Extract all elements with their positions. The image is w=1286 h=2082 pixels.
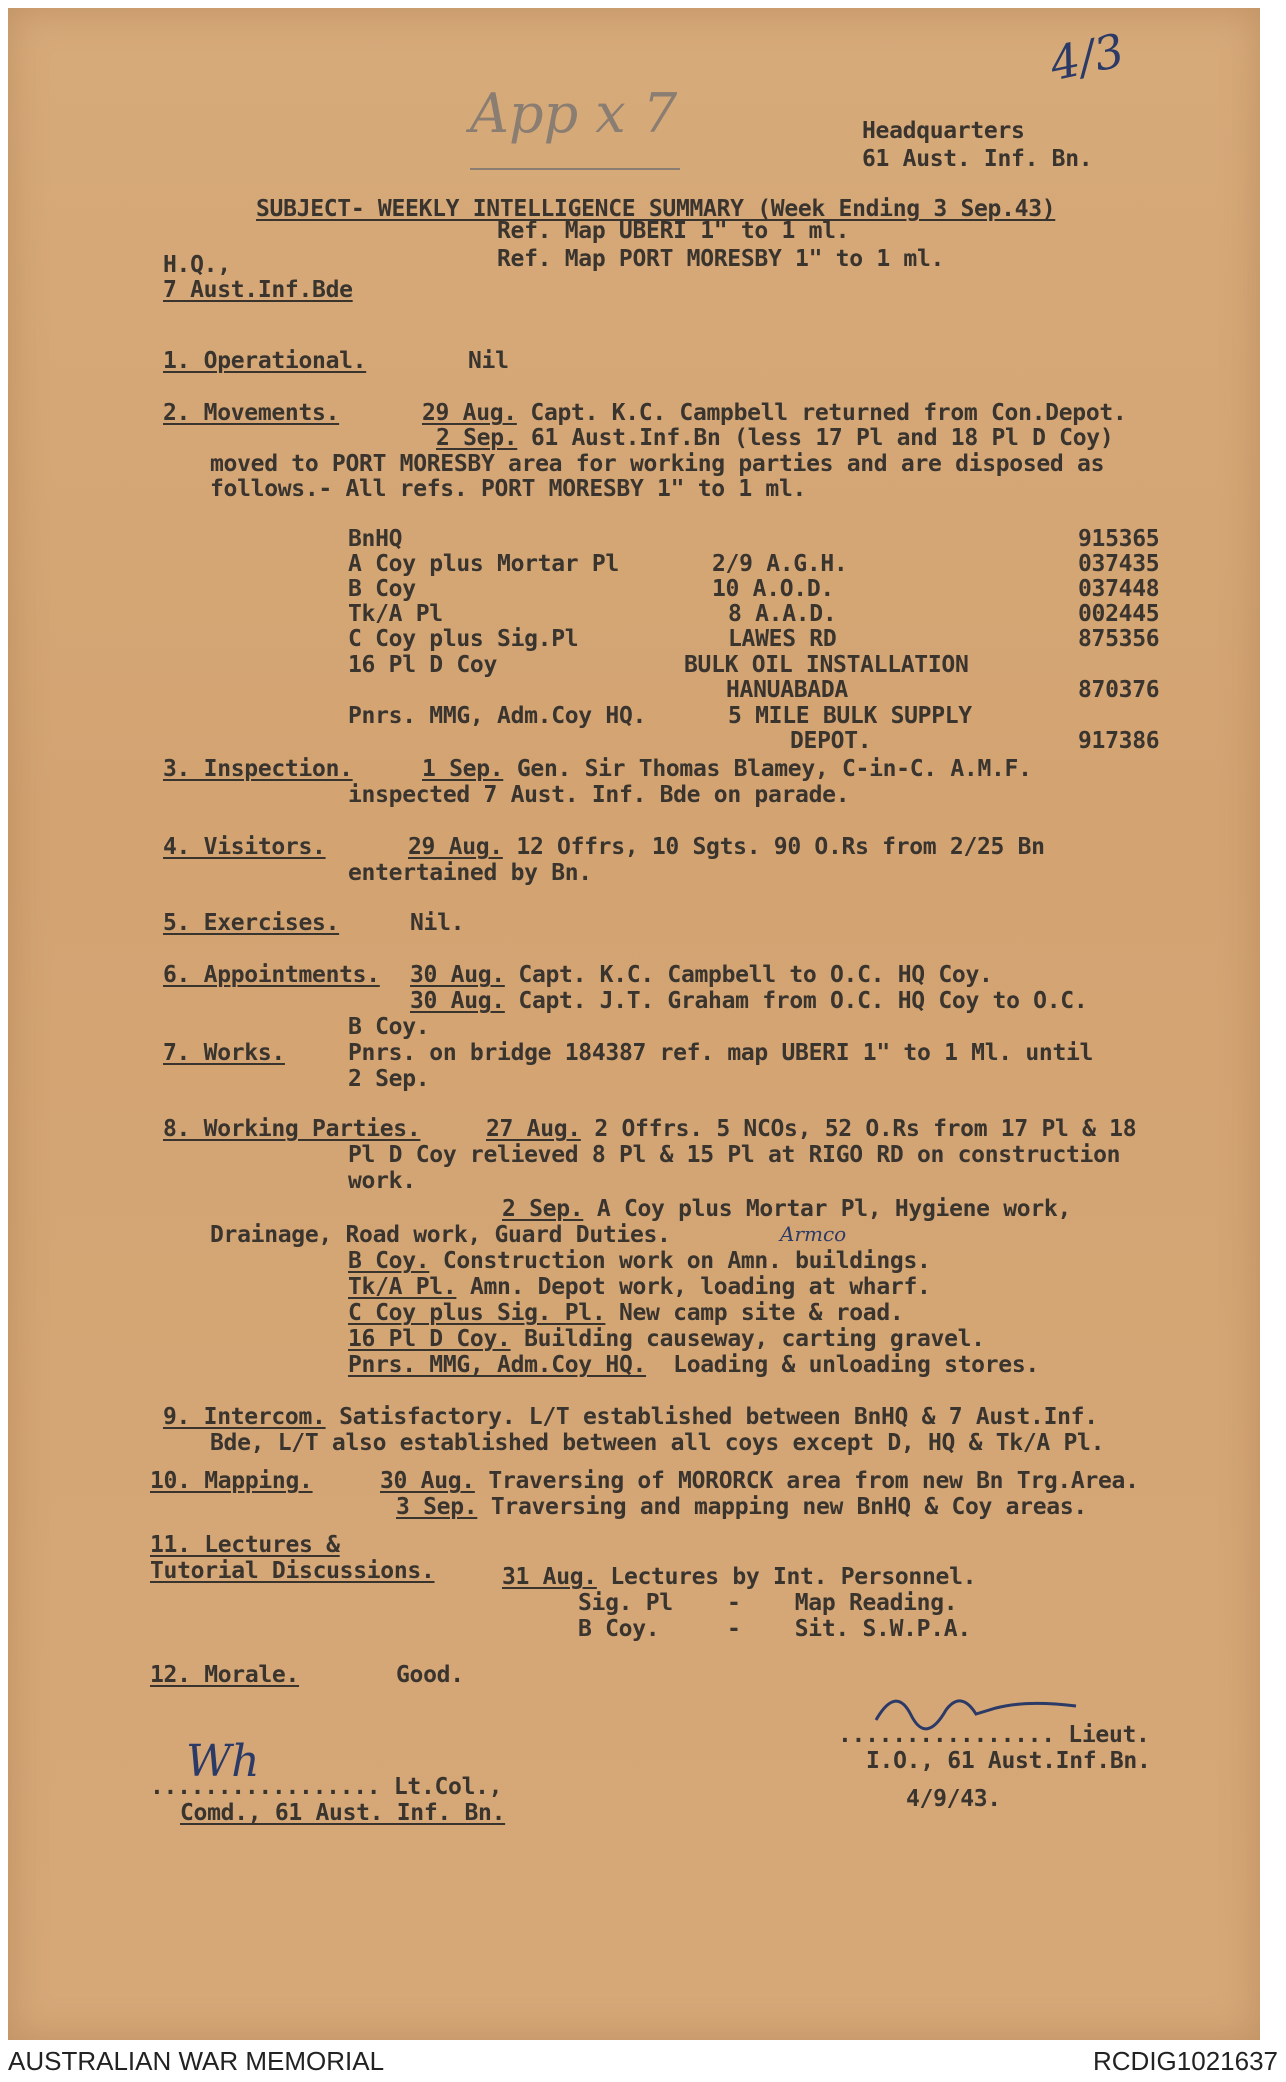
item-7-line-1: Pnrs. on bridge 184387 ref. map UBERI 1" to 1 Ml. until xyxy=(348,1040,1094,1066)
item-8-c-text: New camp site & road. xyxy=(605,1300,904,1326)
item-9-line-2: Bde, L/T also established between all coys except D, HQ & Tk/A Pl. xyxy=(210,1430,1105,1456)
disp-ref: 037448 xyxy=(1078,576,1160,602)
item-9-line-1 xyxy=(163,1404,1098,1430)
item-8-line-4 xyxy=(502,1196,1071,1222)
item-4-line-2: entertained by Bn. xyxy=(348,860,592,886)
disp-loc: 5 MILE BULK SUPPLY xyxy=(728,703,972,729)
item-8-b-text: Construction work on Amn. buildings. xyxy=(429,1248,931,1274)
item-7-label: 7. Works. xyxy=(163,1040,285,1066)
item-6-date-1: 30 Aug. xyxy=(410,962,505,988)
item-8-pnrs xyxy=(348,1352,1039,1378)
item-11-line-2: Sig. Pl - Map Reading. xyxy=(578,1590,958,1616)
ref-map-1: Ref. Map UBERI 1" to 1 ml. xyxy=(497,218,850,244)
item-9-label: 9. Intercom. xyxy=(163,1404,326,1430)
disp-unit: Tk/A Pl xyxy=(348,601,443,627)
left-sign-title: Comd., 61 Aust. Inf. Bn. xyxy=(180,1800,506,1826)
item-8-16-text: Building causeway, carting gravel. xyxy=(510,1326,985,1352)
disp-loc: 8 A.A.D. xyxy=(728,601,837,627)
item-11-date: 31 Aug. xyxy=(502,1564,597,1590)
item-3-date: 1 Sep. xyxy=(422,756,504,782)
item-8-b-coy xyxy=(348,1248,931,1274)
item-6-label: 6. Appointments. xyxy=(163,962,380,988)
item-6-line-2 xyxy=(410,988,1087,1014)
item-2-line-4: follows.- All refs. PORT MORESBY 1" to 1 ml. xyxy=(210,476,807,502)
item-5-label: 5. Exercises. xyxy=(163,910,340,936)
disp-unit: BnHQ xyxy=(348,526,403,552)
disp-ref: 870376 xyxy=(1078,677,1160,703)
hq-line-1: Headquarters xyxy=(862,118,1025,144)
item-8-date-2: 2 Sep. xyxy=(502,1196,584,1222)
disp-unit: A Coy plus Mortar Pl xyxy=(348,551,619,577)
right-sign-date: 4/9/43. xyxy=(906,1786,1001,1812)
item-8-line-5: Drainage, Road work, Guard Duties. xyxy=(210,1222,671,1248)
item-3-text-1: Gen. Sir Thomas Blamey, C-in-C. A.M.F. xyxy=(503,756,1032,782)
item-2-text-1: Capt. K.C. Campbell returned from Con.Depot. xyxy=(516,400,1127,426)
item-8-line-2: Pl D Coy relieved 8 Pl & 15 Pl at RIGO RD on construction xyxy=(348,1142,1121,1168)
item-8-line-1 xyxy=(486,1116,1136,1142)
subject-line: SUBJECT- WEEKLY INTELLIGENCE SUMMARY (Week Ending 3 Sep.43) xyxy=(256,196,1056,222)
item-2-date-2: 2 Sep. xyxy=(436,425,518,451)
ref-map-2: Ref. Map PORT MORESBY 1" to 1 ml. xyxy=(497,246,945,272)
item-11-line-3: B Coy. - Sit. S.W.P.A. xyxy=(578,1616,971,1642)
item-10-date-2: 3 Sep. xyxy=(396,1494,478,1520)
disp-loc: HANUABADA xyxy=(726,677,848,703)
item-10-line-1 xyxy=(380,1468,1139,1494)
item-4-text-1: 12 Offrs, 10 Sgts. 90 O.Rs from 2/25 Bn xyxy=(502,834,1045,860)
item-10-text-1: Traversing of MORORCK area from new Bn Trg.Area. xyxy=(474,1468,1139,1494)
item-1-label: 1. Operational. xyxy=(163,348,367,374)
disp-ref: 917386 xyxy=(1078,728,1160,754)
item-7-line-2: 2 Sep. xyxy=(348,1066,430,1092)
footer-left: AUSTRALIAN WAR MEMORIAL xyxy=(8,2046,385,2076)
pencil-underline xyxy=(470,168,680,170)
item-8-16-label: 16 Pl D Coy. xyxy=(348,1326,511,1352)
disp-unit: Pnrs. MMG, Adm.Coy HQ. xyxy=(348,703,647,729)
item-8-b-label: B Coy. xyxy=(348,1248,430,1274)
item-12-text: Good. xyxy=(396,1662,464,1688)
disp-unit: C Coy plus Sig.Pl xyxy=(348,626,579,652)
item-4-date: 29 Aug. xyxy=(408,834,503,860)
item-8-c-label: C Coy plus Sig. Pl. xyxy=(348,1300,606,1326)
left-signature: Wh xyxy=(186,1736,260,1787)
item-10-line-2 xyxy=(396,1494,1087,1520)
disp-loc: 10 A.O.D. xyxy=(712,576,834,602)
item-2-text-2: 61 Aust.Inf.Bn (less 17 Pl and 18 Pl D Coy) xyxy=(517,425,1114,451)
item-4-line-1 xyxy=(408,834,1045,860)
item-6-text-2: Capt. J.T. Graham from O.C. HQ Coy to O.C. xyxy=(504,988,1088,1014)
item-9-text-1: Satisfactory. L/T established between BnHQ & 7 Aust.Inf. xyxy=(325,1404,1098,1430)
item-5-text: Nil. xyxy=(410,910,465,936)
disp-loc: LAWES RD xyxy=(728,626,837,652)
disp-ref: 915365 xyxy=(1078,526,1160,552)
top-right-initials: 4/3 xyxy=(1045,22,1129,92)
disp-unit: 16 Pl D Coy xyxy=(348,652,498,678)
item-11-text-1: Lectures by Int. Personnel. xyxy=(596,1564,977,1590)
disp-ref: 002445 xyxy=(1078,601,1160,627)
addressee-2: 7 Aust.Inf.Bde xyxy=(163,277,353,303)
item-8-16-pl xyxy=(348,1326,985,1352)
item-8-label: 8. Working Parties. xyxy=(163,1116,421,1142)
hq-line-2: 61 Aust. Inf. Bn. xyxy=(862,146,1093,172)
item-8-tk-label: Tk/A Pl. xyxy=(348,1274,457,1300)
item-8-text-4: A Coy plus Mortar Pl, Hygiene work, xyxy=(583,1196,1071,1222)
item-8-p-label: Pnrs. MMG, Adm.Coy HQ. xyxy=(348,1352,647,1378)
disp-ref: 875356 xyxy=(1078,626,1160,652)
item-2-line-1 xyxy=(422,400,1126,426)
item-11-label-1: 11. Lectures & xyxy=(150,1532,340,1558)
item-2-label: 2. Movements. xyxy=(163,400,340,426)
item-8-tk-text: Amn. Depot work, loading at wharf. xyxy=(456,1274,931,1300)
item-10-label: 10. Mapping. xyxy=(150,1468,313,1494)
item-10-date-1: 30 Aug. xyxy=(380,1468,475,1494)
item-8-line-3: work. xyxy=(348,1168,416,1194)
disp-unit: B Coy xyxy=(348,576,416,602)
armco-insert: Armco xyxy=(780,1222,847,1246)
item-11-label-2: Tutorial Discussions. xyxy=(150,1558,435,1584)
item-4-label: 4. Visitors. xyxy=(163,834,326,860)
left-sign-dots: ................. Lt.Col., xyxy=(150,1774,503,1800)
item-8-tk-pl xyxy=(348,1274,931,1300)
footer-right: RCDIG1021637 xyxy=(1093,2046,1278,2076)
disp-loc: BULK OIL INSTALLATION xyxy=(684,652,969,678)
item-8-c-coy xyxy=(348,1300,903,1326)
right-sign-dots: ................ Lieut. xyxy=(838,1722,1150,1748)
right-sign-title: I.O., 61 Aust.Inf.Bn. xyxy=(866,1748,1151,1774)
item-3-line-2: inspected 7 Aust. Inf. Bde on parade. xyxy=(348,782,850,808)
addressee-1: H.Q., xyxy=(163,252,231,278)
item-12-label: 12. Morale. xyxy=(150,1662,300,1688)
item-10-text-2: Traversing and mapping new BnHQ & Coy areas. xyxy=(477,1494,1087,1520)
item-2-line-2 xyxy=(436,425,1113,451)
item-6-text-1: Capt. K.C. Campbell to O.C. HQ Coy. xyxy=(504,962,993,988)
pencil-reference: App x 7 xyxy=(470,82,678,145)
item-6-line-3: B Coy. xyxy=(348,1014,430,1040)
disp-loc: DEPOT. xyxy=(790,728,872,754)
disp-loc: 2/9 A.G.H. xyxy=(712,551,848,577)
item-8-p-text: Loading & unloading stores. xyxy=(646,1352,1039,1378)
item-1-text: Nil xyxy=(468,348,509,374)
item-8-text-1: 2 Offrs. 5 NCOs, 52 O.Rs from 17 Pl & 18 xyxy=(580,1116,1137,1142)
item-3-line-1 xyxy=(422,756,1032,782)
item-8-date-1: 27 Aug. xyxy=(486,1116,581,1142)
item-6-line-1 xyxy=(410,962,993,988)
disp-ref: 037435 xyxy=(1078,551,1160,577)
item-2-date-1: 29 Aug. xyxy=(422,400,517,426)
item-6-date-2: 30 Aug. xyxy=(410,988,505,1014)
item-2-line-3: moved to PORT MORESBY area for working parties and are disposed as xyxy=(210,451,1105,477)
item-11-line-1 xyxy=(502,1564,976,1590)
item-3-label: 3. Inspection. xyxy=(163,756,353,782)
